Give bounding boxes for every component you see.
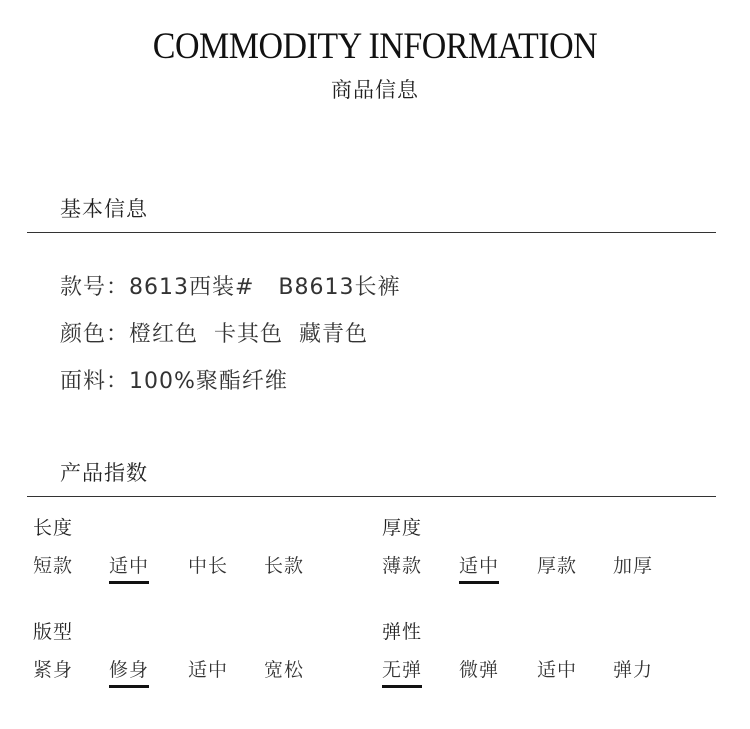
index-option-selected: 适中: [459, 551, 499, 584]
index-option: 紧身: [33, 659, 74, 681]
product-index-heading: 产品指数: [60, 461, 148, 485]
title-english: COMMODITY INFORMATION: [152, 26, 598, 67]
index-option: 中长: [188, 555, 229, 577]
index-label: 弹性: [382, 621, 423, 643]
index-label: 长度: [33, 517, 74, 539]
basic-info-divider: [27, 232, 716, 233]
index-group-fit: [33, 617, 305, 681]
index-label: 厚度: [382, 517, 423, 539]
basic-info-heading: 基本信息: [60, 197, 148, 221]
index-option: 短款: [33, 555, 74, 577]
index-option: 薄款: [382, 555, 423, 577]
index-option: 宽松: [264, 659, 305, 681]
index-option: 微弹: [459, 659, 500, 681]
index-option: 适中: [537, 659, 578, 681]
product-index-divider: [27, 496, 716, 497]
index-option-selected: 修身: [109, 655, 149, 688]
index-option-selected: 无弹: [382, 655, 422, 688]
info-line-colors: 颜色：橙红色 卡其色 藏青色: [60, 322, 368, 347]
index-label: 版型: [33, 621, 74, 643]
index-option: 长款: [264, 555, 305, 577]
index-option: 加厚: [613, 555, 654, 577]
index-group-thickness: [382, 513, 654, 577]
index-option: 厚款: [537, 555, 578, 577]
index-option: 弹力: [613, 659, 654, 681]
info-line-fabric: 面料：100%聚酯纤维: [60, 369, 288, 394]
title-chinese: 商品信息: [331, 78, 419, 102]
index-option: 适中: [188, 659, 229, 681]
index-group-length: [33, 513, 305, 577]
info-line-style-number: 款号：8613西装# B8613长裤: [60, 275, 401, 300]
index-group-elasticity: [382, 617, 654, 681]
index-option-selected: 适中: [109, 551, 149, 584]
